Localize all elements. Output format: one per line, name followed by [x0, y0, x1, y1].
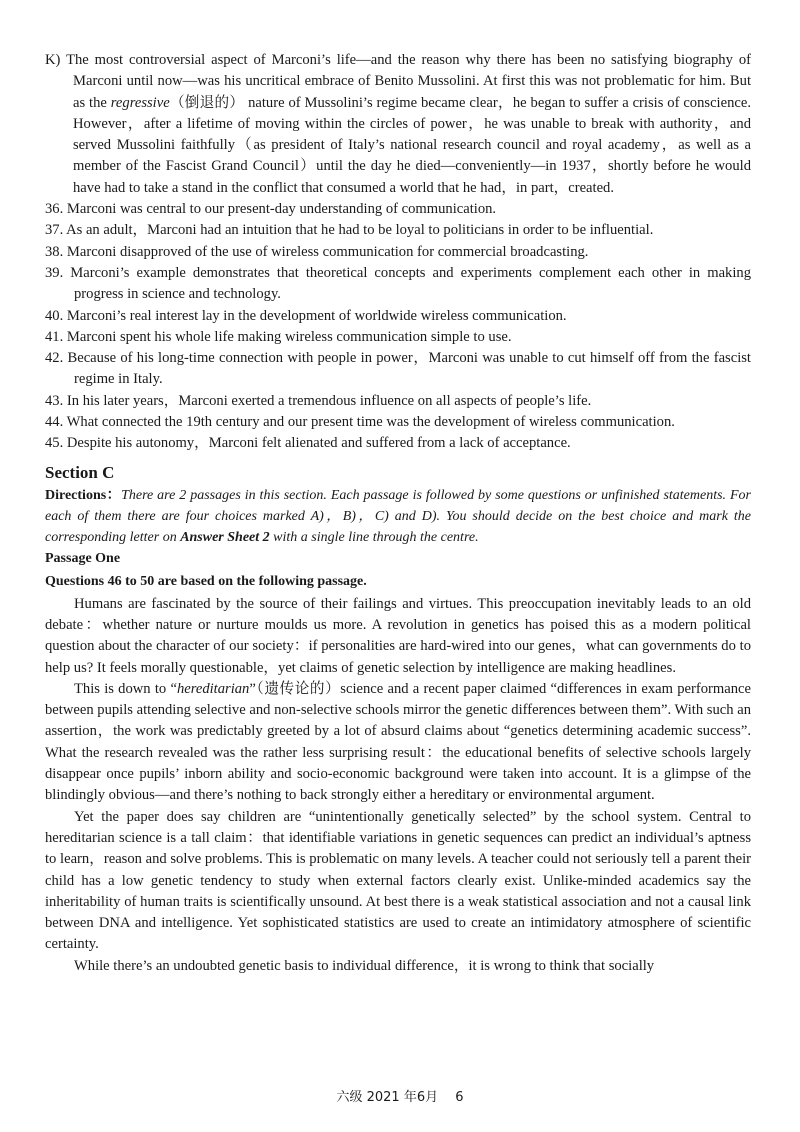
statement-44: 44. What connected the 19th century and our present time was the development of wireless communication. [45, 414, 675, 431]
directions-lead: Directions： [45, 487, 122, 503]
passage-paragraph-2 [45, 679, 751, 807]
passage-paragraph-3: Yet the paper does say children are “unintentionally genetically selected” by the school system. Central to hereditarian science is a tall claim：that identifiable variations in genetic sequences can predict an individual’s aptness to learn，reason and solve problems. This is problematic on many levels. A teacher could not seriously tell a parent their child has a low genetic tendency to study when external factors clearly exist. Unlike-minded academics say the inheritability of human traits is scientifically unsound. At best there is a weak statistical association and not a causal link between DNA and intelligence. Yet sophisticated statistics are used to create an intimidatory atmosphere of scientific certainty. [45, 808, 751, 953]
statement-36: 36. Marconi was central to our present-day understanding of communication. [45, 201, 497, 218]
statement-list [45, 199, 751, 455]
page-footer: 六级 2021 年6月 6 [336, 1090, 464, 1105]
statement-40: 40. Marconi’s real interest lay in the development of worldwide wireless communication. [45, 307, 567, 324]
directions [45, 485, 751, 548]
questions-label: Questions 46 to 50 are based on the following passage. [45, 573, 367, 589]
statement-41: 41. Marconi spent his whole life making wireless communication simple to use. [45, 328, 512, 345]
statement-37: 37. As an adult，Marconi had an intuition that he had to be loyal to politicians in order to be influential. [45, 222, 654, 239]
directions-answer-sheet: Answer Sheet 2 [180, 529, 270, 545]
document-page [45, 50, 751, 977]
passage-paragraph-4: While there’s an undoubted genetic basis to individual difference，it is wrong to think that socially [74, 957, 655, 974]
statement-39: 39. Marconi’s example demonstrates that theoretical concepts and experiments complement each other in making progress in science and technology. [45, 264, 751, 303]
statement-38: 38. Marconi disapproved of the use of wireless communication for commercial broadcasting. [45, 243, 589, 260]
paragraph-k [45, 50, 751, 199]
statement-42: 42. Because of his long-time connection with people in power，Marconi was unable to cut himself off from the fascist regime in Italy. [45, 350, 751, 388]
passage-paragraph-1: Humans are fascinated by the source of their failings and virtues. This preoccupation inevitably leads to an old debate：whether nature or nurture moulds us more. A revolution in genetics has poised this as a modern political question about the character of our society：if personalities are hard-wired into our genes，what can governments do to help us? It feels morally questionable，yet claims of genetic selection by intelligence are making headlines. [45, 595, 751, 676]
section-c-title: Section C [45, 462, 115, 482]
paragraph-k-text-2: （倒退的） nature of Mussolini’s regime became clear，he began to suffer a crisis of conscience. However，after a lifetime of moving within the circles of power，he was unable to break with authority，and served Mussolini faithfully（as president of Italy’s national research council and royal academy，as well as a member of the Fascist Grand Council）until the day he died—conveniently—in 1937，shortly before he would have had to take a stand in the conflict that consumed a world that he had，in part，created. [73, 94, 751, 196]
statement-45: 45. Despite his autonomy，Marconi felt alienated and suffered from a lack of acceptance. [45, 435, 571, 452]
statement-43: 43. In his later years，Marconi exerted a tremendous influence on all aspects of people’s life. [45, 392, 592, 409]
paragraph-k-text-1: K) The most controversial aspect of Marconi’s life—and the reason why there has been no satisfying biography of Marconi until now—was his uncritical embrace of Benito Mussolini. At first this was not problematic for him. But as the [45, 52, 751, 111]
passage-paragraph-2-text-2: ”（遗传论的）science and a recent paper claimed “differences in exam performance between pupils attending selective and non-selective schools mirror the genetic differences between them”. With such an assertion，the work was predictably greeted by a lot of absurd claims about “genetics determining academic success”. What the research revealed was the rather less surprising result：the educational benefits of selective schools largely disappear once pupils’ inborn ability and socio-economic background were taken into account. It is a glimpse of the blindingly obvious—and there’s nothing to back strongly either a hereditary or environmental argument. [45, 680, 751, 804]
paragraph-k-emphasis: regressive [110, 94, 170, 111]
passage-paragraph-2-emphasis: hereditarian [176, 680, 250, 697]
directions-end: with a single line through the centre. [269, 529, 479, 545]
passage-paragraph-2-text-1: This is down to “ [74, 680, 177, 697]
passage-label: Passage One [45, 550, 121, 566]
directions-text: There are 2 passages in this section. Each passage is followed by some questions or unfinished statements. For each of them there are four choices marked A)，B)，C) and D). You should decide on the best choice and mark the corresponding letter on [45, 487, 751, 545]
